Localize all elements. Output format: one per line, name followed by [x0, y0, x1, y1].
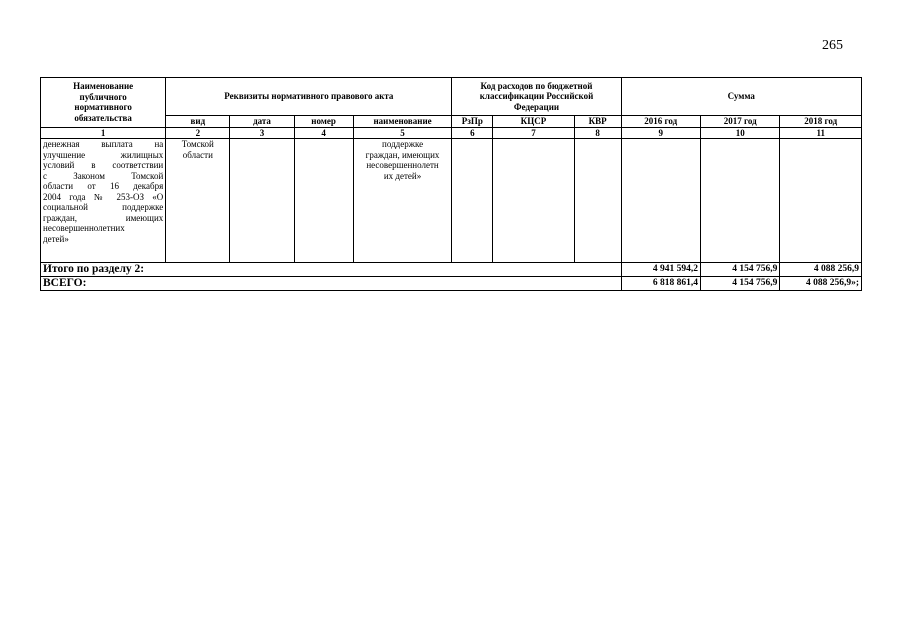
col-num-5: 5: [353, 127, 452, 139]
header-obligation-name: Наименование публичного нормативного обязательства: [41, 78, 166, 128]
col-num-10: 10: [700, 127, 779, 139]
grand-total-label: ВСЕГО:: [41, 277, 622, 291]
sum-2017-cell: [700, 139, 779, 263]
grand-total-2016: 6 818 861,4: [621, 277, 700, 291]
col-num-6: 6: [452, 127, 493, 139]
section-total-label: Итого по разделу 2:: [41, 263, 622, 277]
col-num-7: 7: [493, 127, 574, 139]
col-num-8: 8: [574, 127, 621, 139]
grand-total-2017: 4 154 756,9: [700, 277, 779, 291]
act-title-cell: поддержке граждан, имеющих несовершеннолетн их детей»: [353, 139, 452, 263]
section-total-row: [41, 263, 862, 277]
page-number: 265: [822, 38, 843, 53]
col-num-9: 9: [621, 127, 700, 139]
grand-total-row: [41, 277, 862, 291]
col-num-11: 11: [780, 127, 862, 139]
col-num-1: 1: [41, 127, 166, 139]
column-number-row: [41, 127, 862, 139]
header-sum: Сумма: [621, 78, 861, 116]
act-date-cell: [230, 139, 294, 263]
header-kcsr: КЦСР: [493, 116, 574, 128]
header-rzpr: РзПр: [452, 116, 493, 128]
header-budget-code: Код расходов по бюджетной классификации Российской Федерации: [452, 78, 621, 116]
obligation-name-cell: денежная выплата на улучшение жилищных условий в соответствии с Законом Томской области от 16 декабря 2004 года № 253-ОЗ «О социальной поддержке граждан, имеющих несовершеннолетних детей»: [41, 139, 166, 263]
budget-obligations-table: [40, 77, 862, 291]
kcsr-cell: [493, 139, 574, 263]
section-total-2016: 4 941 594,2: [621, 263, 700, 277]
sum-2018-cell: [780, 139, 862, 263]
act-number-cell: [294, 139, 353, 263]
header-number: номер: [294, 116, 353, 128]
header-year-2016: 2016 год: [621, 116, 700, 128]
section-total-2018: 4 088 256,9: [780, 263, 862, 277]
col-num-3: 3: [230, 127, 294, 139]
header-date: дата: [230, 116, 294, 128]
section-total-2017: 4 154 756,9: [700, 263, 779, 277]
header-year-2017: 2017 год: [700, 116, 779, 128]
sum-2016-cell: [621, 139, 700, 263]
header-requisites: Реквизиты нормативного правового акта: [166, 78, 452, 116]
rzpr-cell: [452, 139, 493, 263]
kvr-cell: [574, 139, 621, 263]
col-num-2: 2: [166, 127, 230, 139]
grand-total-2018: 4 088 256,9»;: [780, 277, 862, 291]
header-kind: вид: [166, 116, 230, 128]
col-num-4: 4: [294, 127, 353, 139]
act-kind-cell: Томской области: [166, 139, 230, 263]
table-row: [41, 139, 862, 263]
header-title: наименование: [353, 116, 452, 128]
header-year-2018: 2018 год: [780, 116, 862, 128]
header-kvr: КВР: [574, 116, 621, 128]
